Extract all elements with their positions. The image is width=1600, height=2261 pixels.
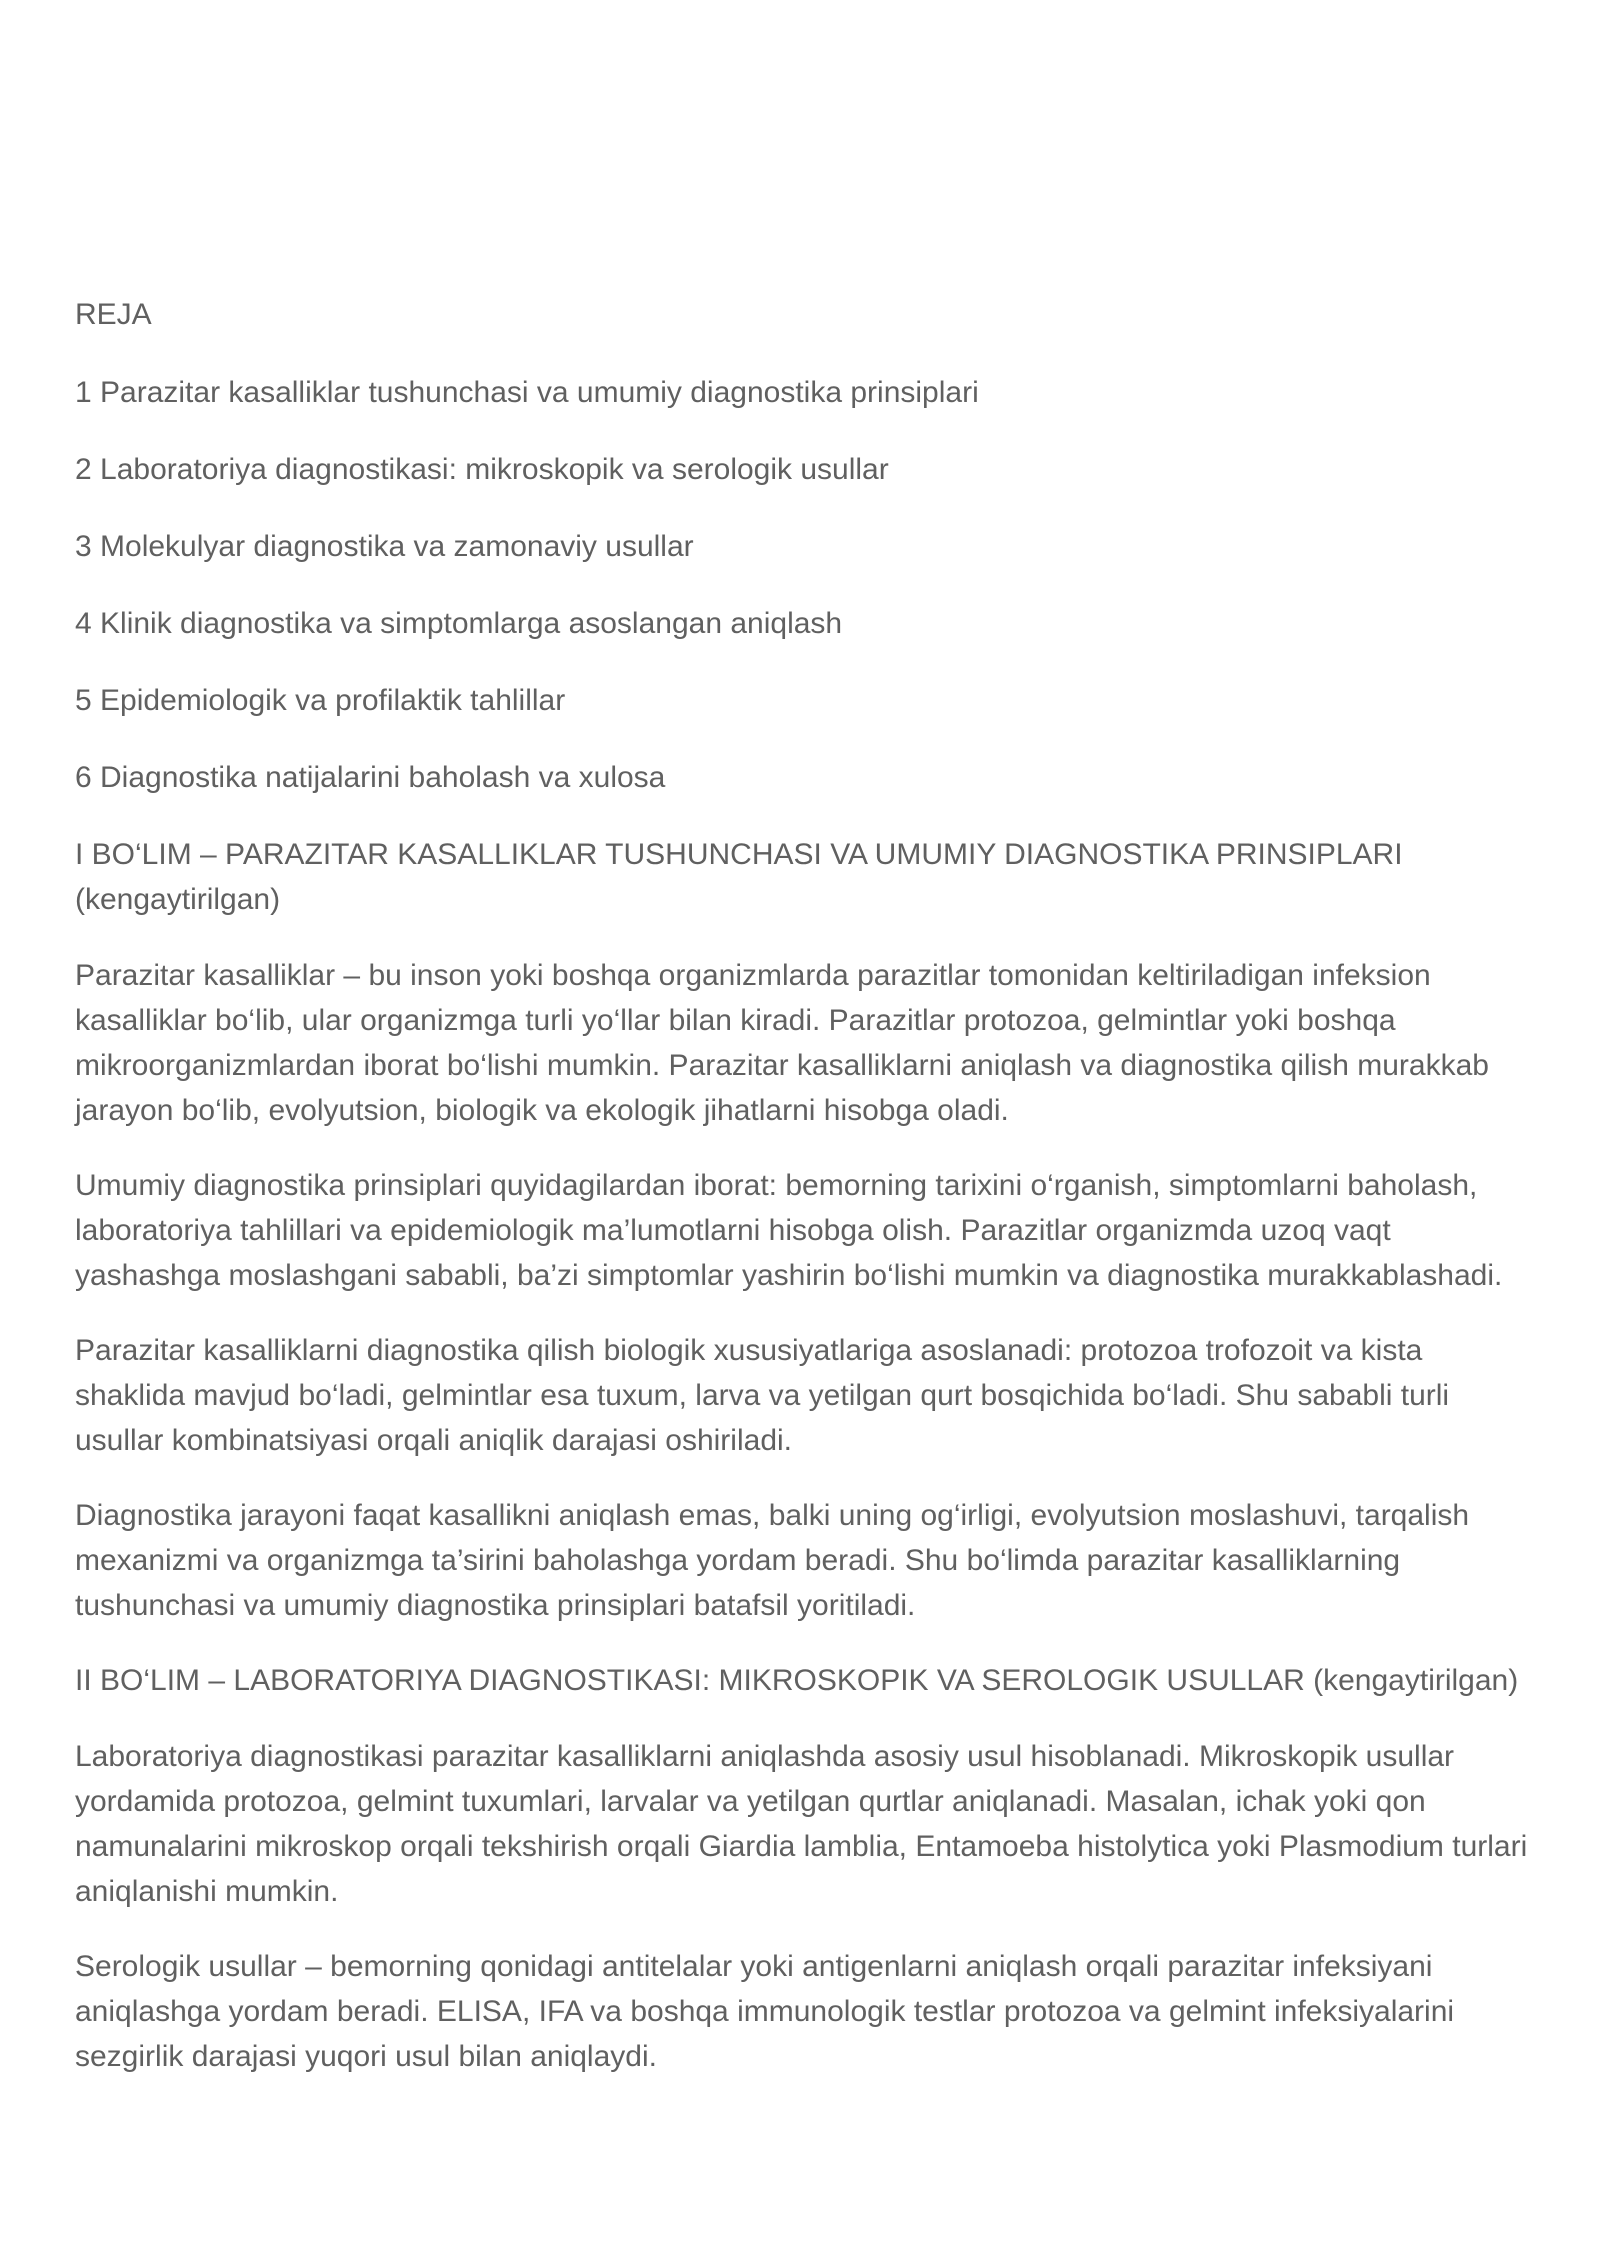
- plan-item: 5 Epidemiologik va profilaktik tahlillar: [75, 684, 566, 717]
- section-1-heading: I BO‘LIM – PARAZITAR KASALLIKLAR TUSHUNCHASI VA UMUMIY DIAGNOSTIKA PRINSIPLARI (kengaytirilgan): [75, 838, 1403, 916]
- section-2-heading: II BO‘LIM – LABORATORIYA DIAGNOSTIKASI: MIKROSKOPIK VA SEROLOGIK USULLAR (kengaytirilgan): [75, 1664, 1519, 1697]
- document-page: [75, 292, 1535, 2109]
- plan-item: 3 Molekulyar diagnostika va zamonaviy usullar: [75, 530, 694, 563]
- paragraph: Diagnostika jarayoni faqat kasallikni aniqlash emas, balki uning og‘irligi, evolyutsion moslashuvi, tarqalish mexanizmi va organizmga ta’sirini baholashga yordam beradi. Shu bo‘limda parazitar kasalliklarning tushunchasi va umumiy diagnostika prinsiplari batafsil yoritiladi.: [75, 1499, 1470, 1622]
- plan-list: [75, 370, 1535, 800]
- plan-title: REJA: [75, 298, 152, 331]
- plan-item: 2 Laboratoriya diagnostikasi: mikroskopik va serologik usullar: [75, 453, 889, 486]
- paragraph: Parazitar kasalliklarni diagnostika qilish biologik xususiyatlariga asoslanadi: protozoa trofozoit va kista shaklida mavjud bo‘ladi, gelmintlar esa tuxum, larva va yetilgan qurt bosqichida bo‘ladi. Shu sababli turli usullar kombinatsiyasi orqali aniqlik darajasi oshiriladi.: [75, 1334, 1450, 1457]
- plan-item: 4 Klinik diagnostika va simptomlarga asoslangan aniqlash: [75, 607, 843, 640]
- paragraph: Serologik usullar – bemorning qonidagi antitelalar yoki antigenlarni aniqlash orqali parazitar infeksiyani aniqlashga yordam beradi. ELISA, IFA va boshqa immunologik testlar protozoa va gelmint infeksiyalarini sezgirlik darajasi yuqori usul bilan aniqlaydi.: [75, 1950, 1455, 2073]
- plan-item: 1 Parazitar kasalliklar tushunchasi va umumiy diagnostika prinsiplari: [75, 376, 979, 409]
- paragraph: Parazitar kasalliklar – bu inson yoki boshqa organizmlarda parazitlar tomonidan keltiriladigan infeksion kasalliklar bo‘lib, ular organizmga turli yo‘llar bilan kiradi. Parazitlar protozoa, gelmintlar yoki boshqa mikroorganizmlardan iborat bo‘lishi mumkin. Parazitar kasalliklarni aniqlash va diagnostika qilish murakkab jarayon bo‘lib, evolyutsion, biologik va ekologik jihatlarni hisobga oladi.: [75, 959, 1489, 1127]
- paragraph: Laboratoriya diagnostikasi parazitar kasalliklarni aniqlashda asosiy usul hisoblanadi. Mikroskopik usullar yordamida protozoa, gelmint tuxumlari, larvalar va yetilgan qurtlar aniqlanadi. Masalan, ichak yoki qon namunalarini mikroskop orqali tekshirish orqali Giardia lamblia, Entamoeba histolytica yoki Plasmodium turlari aniqlanishi mumkin.: [75, 1740, 1528, 1908]
- plan-item: 6 Diagnostika natijalarini baholash va xulosa: [75, 761, 666, 794]
- paragraph: Umumiy diagnostika prinsiplari quyidagilardan iborat: bemorning tarixini o‘rganish, simptomlarni baholash, laboratoriya tahlillari va epidemiologik ma’lumotlarni hisobga olish. Parazitlar organizmda uzoq vaqt yashashga moslashgani sababli, ba’zi simptomlar yashirin bo‘lishi mumkin va diagnostika murakkablashadi.: [75, 1169, 1503, 1292]
